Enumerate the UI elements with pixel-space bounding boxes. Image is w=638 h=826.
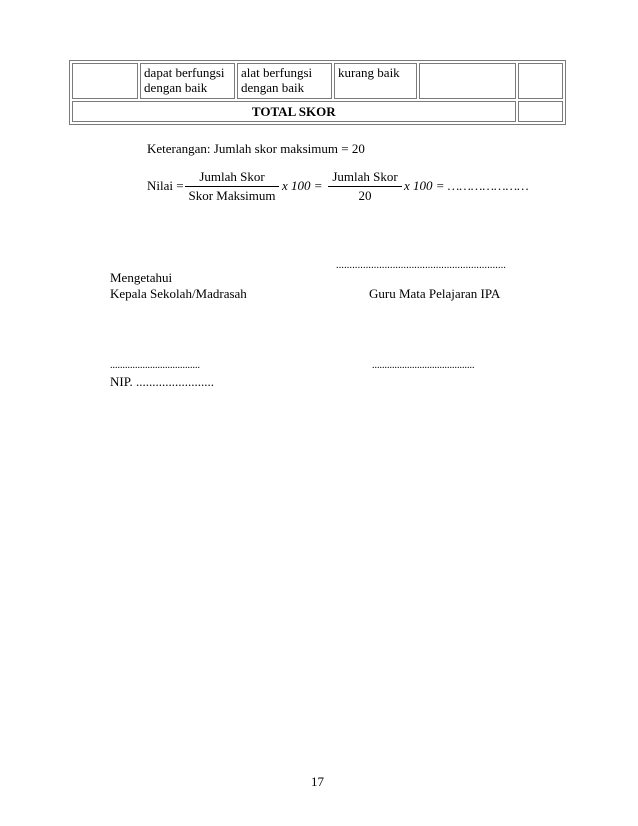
guru-signature-dots: .........................................	[372, 360, 475, 371]
fraction-1-bar	[185, 186, 279, 187]
fraction-2	[328, 169, 402, 204]
kepala-sekolah-label: Kepala Sekolah/Madrasah	[110, 286, 247, 301]
fraction-1	[185, 169, 279, 204]
rubric-table	[69, 60, 566, 125]
mengetahui-label: Mengetahui	[110, 270, 173, 285]
page-number: 17	[311, 774, 324, 789]
guru-label: Guru Mata Pelajaran IPA	[369, 286, 501, 301]
rubric-table-container	[69, 60, 566, 125]
total-skor-label: TOTAL SKOR	[72, 101, 516, 122]
fraction-2-bar	[328, 186, 402, 187]
table-cell	[518, 63, 563, 99]
table-cell: alat berfungsi dengan baik	[237, 63, 332, 99]
formula-operator-1: x 100 =	[282, 178, 323, 193]
total-skor-value	[518, 101, 563, 122]
table-cell: dapat berfungsi dengan baik	[140, 63, 235, 99]
note-text: Keterangan: Jumlah skor maksimum = 20	[147, 141, 365, 156]
date-placeholder-dots: ...............................................................	[336, 260, 507, 271]
nip-label: NIP. ........................	[110, 374, 215, 389]
table-cell	[419, 63, 516, 99]
fraction-2-numerator: Jumlah Skor	[332, 169, 398, 184]
table-cell: kurang baik	[334, 63, 417, 99]
formula-label: Nilai =	[147, 178, 184, 193]
fraction-1-denominator: Skor Maksimum	[188, 188, 276, 203]
kepala-signature-dots: ....................................	[110, 360, 200, 371]
table-row	[72, 63, 563, 99]
formula-operator-2: x 100 = …………………	[404, 178, 529, 193]
fraction-1-numerator: Jumlah Skor	[199, 169, 265, 184]
table-row-total	[72, 101, 563, 122]
table-cell	[72, 63, 138, 99]
fraction-2-denominator: 20	[358, 188, 372, 203]
